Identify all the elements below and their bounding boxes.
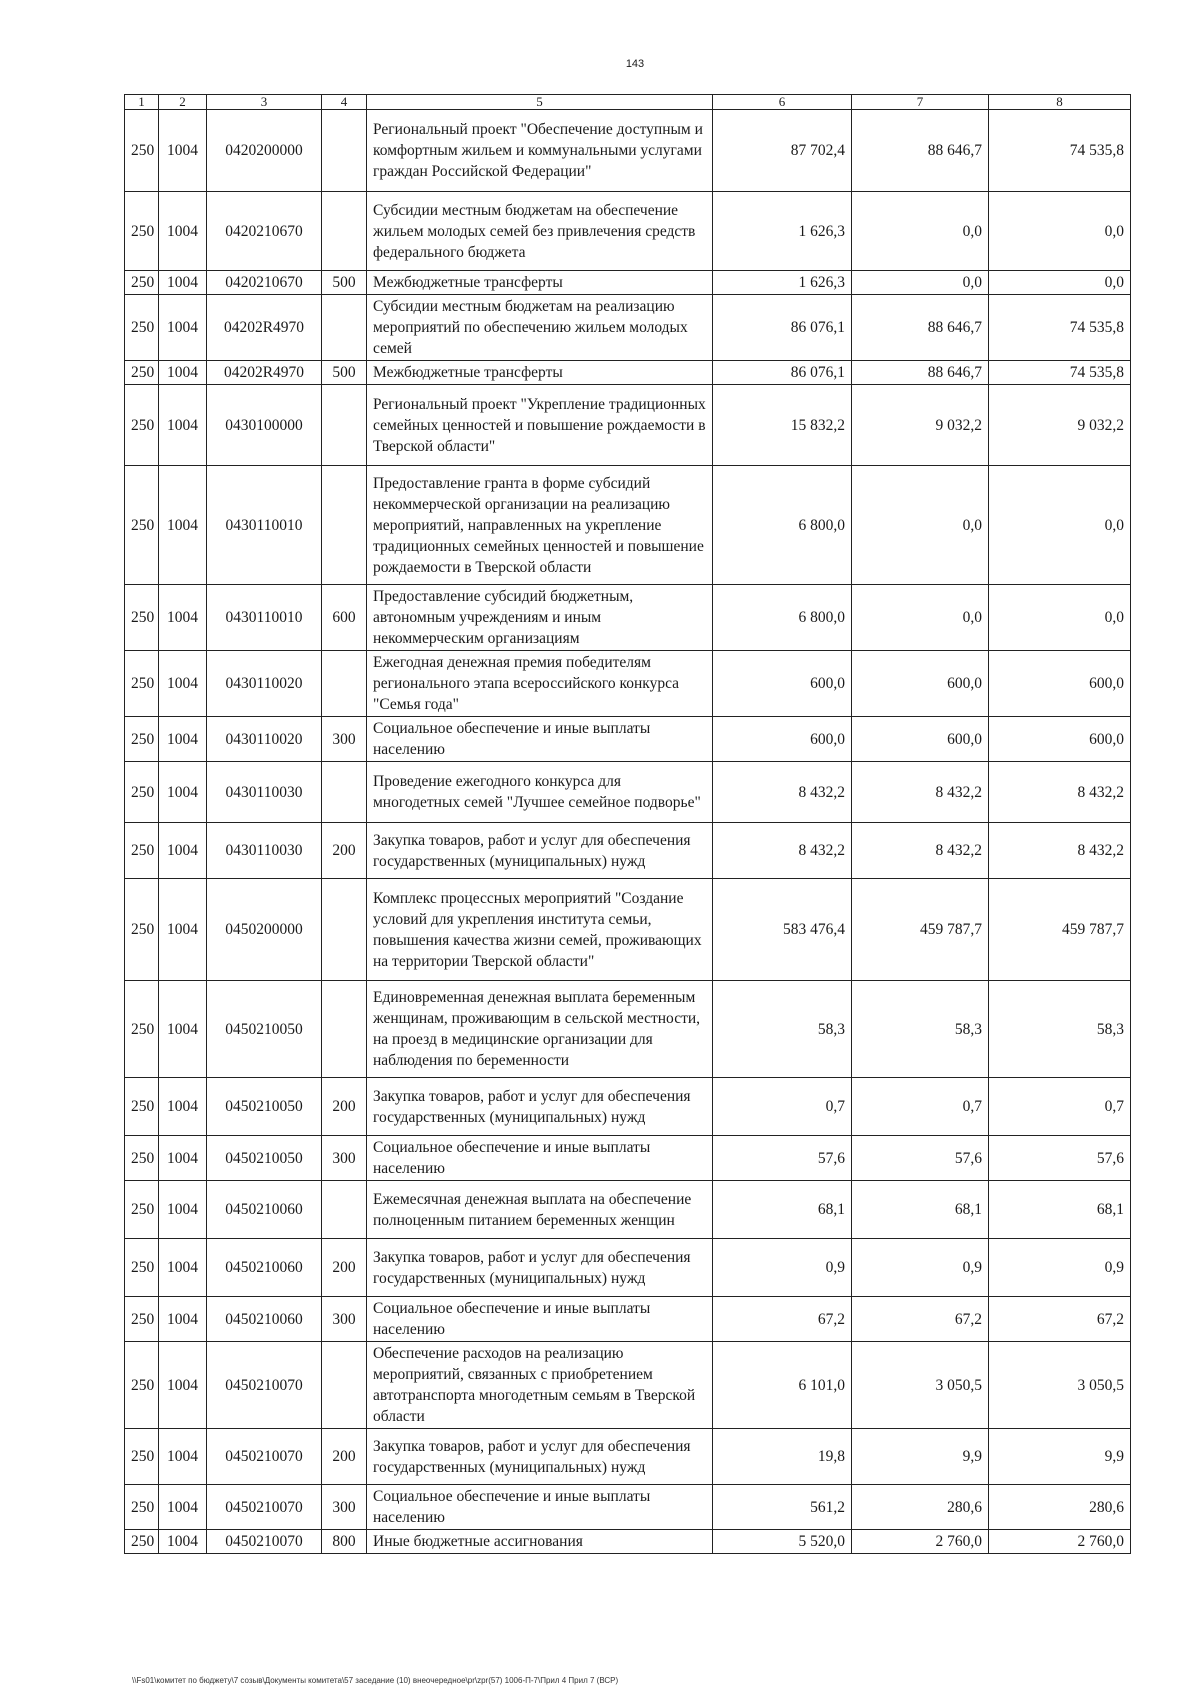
code-cell: 0450210070 xyxy=(207,1485,322,1530)
item-name-cell: Социальное обеспечение и иные выплаты населению xyxy=(367,717,713,762)
table-row xyxy=(125,361,1131,385)
amount-cell: 9 032,2 xyxy=(989,385,1131,466)
code-cell: 1004 xyxy=(159,762,207,823)
amount-cell: 561,2 xyxy=(713,1485,852,1530)
amount-cell: 8 432,2 xyxy=(852,762,989,823)
amount-cell: 2 760,0 xyxy=(989,1530,1131,1554)
item-name-cell: Региональный проект "Укрепление традиционных семейных ценностей и повышение рождаемости в Тверской области" xyxy=(367,385,713,466)
amount-cell: 0,0 xyxy=(852,271,989,295)
code-cell xyxy=(322,110,367,192)
item-name-cell: Субсидии местным бюджетам на реализацию мероприятий по обеспечению жильем молодых семей xyxy=(367,295,713,361)
amount-cell: 0,7 xyxy=(989,1078,1131,1136)
item-name-cell: Обеспечение расходов на реализацию мероприятий, связанных с приобретением автотранспорта многодетным семьям в Тверской области xyxy=(367,1342,713,1429)
header-cell: 5 xyxy=(367,95,713,110)
code-cell: 0450210070 xyxy=(207,1429,322,1485)
code-cell: 1004 xyxy=(159,1239,207,1297)
amount-cell: 86 076,1 xyxy=(713,295,852,361)
amount-cell: 1 626,3 xyxy=(713,192,852,271)
amount-cell: 58,3 xyxy=(852,981,989,1078)
code-cell: 250 xyxy=(125,295,159,361)
amount-cell: 0,0 xyxy=(852,192,989,271)
amount-cell: 280,6 xyxy=(852,1485,989,1530)
amount-cell: 58,3 xyxy=(713,981,852,1078)
code-cell: 0430100000 xyxy=(207,385,322,466)
code-cell: 500 xyxy=(322,271,367,295)
amount-cell: 2 760,0 xyxy=(852,1530,989,1554)
code-cell: 1004 xyxy=(159,1429,207,1485)
code-cell: 250 xyxy=(125,981,159,1078)
amount-cell: 6 101,0 xyxy=(713,1342,852,1429)
amount-cell: 6 800,0 xyxy=(713,585,852,651)
code-cell: 04202R4970 xyxy=(207,295,322,361)
table-row xyxy=(125,1181,1131,1239)
code-cell: 1004 xyxy=(159,1342,207,1429)
amount-cell: 0,0 xyxy=(852,466,989,585)
amount-cell: 600,0 xyxy=(713,651,852,717)
code-cell: 600 xyxy=(322,585,367,651)
header-row xyxy=(125,95,1131,110)
code-cell: 250 xyxy=(125,361,159,385)
amount-cell: 88 646,7 xyxy=(852,361,989,385)
code-cell: 1004 xyxy=(159,1530,207,1554)
code-cell: 0450210050 xyxy=(207,1136,322,1181)
code-cell: 1004 xyxy=(159,361,207,385)
code-cell xyxy=(322,762,367,823)
table-row xyxy=(125,295,1131,361)
code-cell: 1004 xyxy=(159,110,207,192)
code-cell: 200 xyxy=(322,1429,367,1485)
amount-cell: 19,8 xyxy=(713,1429,852,1485)
amount-cell: 88 646,7 xyxy=(852,295,989,361)
amount-cell: 67,2 xyxy=(852,1297,989,1342)
amount-cell: 459 787,7 xyxy=(989,879,1131,981)
amount-cell: 600,0 xyxy=(713,717,852,762)
amount-cell: 0,7 xyxy=(713,1078,852,1136)
item-name-cell: Межбюджетные трансферты xyxy=(367,271,713,295)
amount-cell: 583 476,4 xyxy=(713,879,852,981)
code-cell: 0450210070 xyxy=(207,1342,322,1429)
code-cell xyxy=(322,295,367,361)
code-cell: 250 xyxy=(125,1239,159,1297)
code-cell: 1004 xyxy=(159,879,207,981)
code-cell: 500 xyxy=(322,361,367,385)
code-cell: 250 xyxy=(125,717,159,762)
code-cell: 1004 xyxy=(159,717,207,762)
code-cell: 1004 xyxy=(159,1136,207,1181)
code-cell: 250 xyxy=(125,271,159,295)
amount-cell: 1 626,3 xyxy=(713,271,852,295)
code-cell: 250 xyxy=(125,1530,159,1554)
header-cell: 8 xyxy=(989,95,1131,110)
header-cell: 3 xyxy=(207,95,322,110)
code-cell: 0450210060 xyxy=(207,1297,322,1342)
code-cell: 1004 xyxy=(159,192,207,271)
code-cell: 0450210060 xyxy=(207,1181,322,1239)
code-cell: 1004 xyxy=(159,981,207,1078)
item-name-cell: Комплекс процессных мероприятий "Создание условий для укрепления института семьи, повышения качества жизни семей, проживающих на территории Тверской области" xyxy=(367,879,713,981)
code-cell: 1004 xyxy=(159,295,207,361)
code-cell: 250 xyxy=(125,879,159,981)
table-row xyxy=(125,585,1131,651)
code-cell xyxy=(322,879,367,981)
amount-cell: 68,1 xyxy=(713,1181,852,1239)
amount-cell: 8 432,2 xyxy=(713,823,852,879)
item-name-cell: Закупка товаров, работ и услуг для обеспечения государственных (муниципальных) нужд xyxy=(367,823,713,879)
code-cell: 0430110020 xyxy=(207,651,322,717)
code-cell: 0420210670 xyxy=(207,271,322,295)
header-cell: 2 xyxy=(159,95,207,110)
amount-cell: 9,9 xyxy=(852,1429,989,1485)
amount-cell: 15 832,2 xyxy=(713,385,852,466)
code-cell: 250 xyxy=(125,1078,159,1136)
code-cell: 1004 xyxy=(159,823,207,879)
code-cell: 250 xyxy=(125,1429,159,1485)
item-name-cell: Иные бюджетные ассигнования xyxy=(367,1530,713,1554)
code-cell: 250 xyxy=(125,466,159,585)
code-cell xyxy=(322,651,367,717)
code-cell: 1004 xyxy=(159,271,207,295)
amount-cell: 74 535,8 xyxy=(989,295,1131,361)
code-cell: 1004 xyxy=(159,1297,207,1342)
code-cell: 0450210050 xyxy=(207,981,322,1078)
code-cell: 0420200000 xyxy=(207,110,322,192)
code-cell: 200 xyxy=(322,823,367,879)
code-cell: 250 xyxy=(125,110,159,192)
amount-cell: 87 702,4 xyxy=(713,110,852,192)
item-name-cell: Предоставление гранта в форме субсидий некоммерческой организации на реализацию мероприятий, направленных на укрепление традиционных семейных ценностей и повышение рождаемости в Тверской области xyxy=(367,466,713,585)
code-cell: 250 xyxy=(125,1136,159,1181)
amount-cell: 57,6 xyxy=(852,1136,989,1181)
item-name-cell: Единовременная денежная выплата беременным женщинам, проживающим в сельской местности, на проезд в медицинские организации для наблюдения по беременности xyxy=(367,981,713,1078)
code-cell: 1004 xyxy=(159,1078,207,1136)
amount-cell: 57,6 xyxy=(713,1136,852,1181)
code-cell: 04202R4970 xyxy=(207,361,322,385)
item-name-cell: Социальное обеспечение и иные выплаты населению xyxy=(367,1297,713,1342)
table-row xyxy=(125,1429,1131,1485)
amount-cell: 600,0 xyxy=(852,717,989,762)
amount-cell: 600,0 xyxy=(852,651,989,717)
code-cell: 1004 xyxy=(159,1485,207,1530)
item-name-cell: Ежемесячная денежная выплата на обеспечение полноценным питанием беременных женщин xyxy=(367,1181,713,1239)
amount-cell: 600,0 xyxy=(989,717,1131,762)
code-cell: 0430110010 xyxy=(207,585,322,651)
item-name-cell: Социальное обеспечение и иные выплаты населению xyxy=(367,1485,713,1530)
code-cell: 0430110010 xyxy=(207,466,322,585)
code-cell: 1004 xyxy=(159,651,207,717)
code-cell: 200 xyxy=(322,1078,367,1136)
amount-cell: 0,0 xyxy=(989,271,1131,295)
page-number: 143 xyxy=(625,58,645,70)
amount-cell: 3 050,5 xyxy=(989,1342,1131,1429)
item-name-cell: Социальное обеспечение и иные выплаты населению xyxy=(367,1136,713,1181)
code-cell: 0430110030 xyxy=(207,823,322,879)
code-cell xyxy=(322,385,367,466)
item-name-cell: Субсидии местным бюджетам на обеспечение жильем молодых семей без привлечения средств федерального бюджета xyxy=(367,192,713,271)
code-cell xyxy=(322,1181,367,1239)
amount-cell: 5 520,0 xyxy=(713,1530,852,1554)
amount-cell: 86 076,1 xyxy=(713,361,852,385)
item-name-cell: Закупка товаров, работ и услуг для обеспечения государственных (муниципальных) нужд xyxy=(367,1239,713,1297)
table-row xyxy=(125,110,1131,192)
header-cell: 7 xyxy=(852,95,989,110)
amount-cell: 600,0 xyxy=(989,651,1131,717)
table-row xyxy=(125,1239,1131,1297)
code-cell: 0450210070 xyxy=(207,1530,322,1554)
amount-cell: 9 032,2 xyxy=(852,385,989,466)
table-row xyxy=(125,1078,1131,1136)
amount-cell: 8 432,2 xyxy=(989,823,1131,879)
code-cell: 250 xyxy=(125,385,159,466)
table-row xyxy=(125,651,1131,717)
amount-cell: 459 787,7 xyxy=(852,879,989,981)
amount-cell: 0,0 xyxy=(989,192,1131,271)
item-name-cell: Предоставление субсидий бюджетным, автономным учреждениям и иным некоммерческим организациям xyxy=(367,585,713,651)
code-cell: 1004 xyxy=(159,385,207,466)
code-cell: 1004 xyxy=(159,585,207,651)
table-row xyxy=(125,466,1131,585)
code-cell xyxy=(322,981,367,1078)
amount-cell: 88 646,7 xyxy=(852,110,989,192)
table-row xyxy=(125,385,1131,466)
code-cell: 250 xyxy=(125,1181,159,1239)
amount-cell: 8 432,2 xyxy=(852,823,989,879)
budget-table xyxy=(124,94,1131,1554)
table-row xyxy=(125,1297,1131,1342)
table-row xyxy=(125,1136,1131,1181)
code-cell: 250 xyxy=(125,1342,159,1429)
table-row xyxy=(125,762,1131,823)
amount-cell: 8 432,2 xyxy=(989,762,1131,823)
code-cell: 0430110030 xyxy=(207,762,322,823)
code-cell xyxy=(322,1342,367,1429)
table-row xyxy=(125,192,1131,271)
amount-cell: 0,9 xyxy=(852,1239,989,1297)
code-cell: 250 xyxy=(125,1485,159,1530)
code-cell xyxy=(322,466,367,585)
amount-cell: 0,0 xyxy=(989,585,1131,651)
item-name-cell: Ежегодная денежная премия победителям регионального этапа всероссийского конкурса "Семья года" xyxy=(367,651,713,717)
amount-cell: 67,2 xyxy=(989,1297,1131,1342)
table-row xyxy=(125,1342,1131,1429)
amount-cell: 0,7 xyxy=(852,1078,989,1136)
amount-cell: 3 050,5 xyxy=(852,1342,989,1429)
code-cell: 800 xyxy=(322,1530,367,1554)
table-row xyxy=(125,717,1131,762)
amount-cell: 67,2 xyxy=(713,1297,852,1342)
code-cell: 250 xyxy=(125,762,159,823)
item-name-cell: Проведение ежегодного конкурса для многодетных семей "Лучшее семейное подворье" xyxy=(367,762,713,823)
code-cell: 250 xyxy=(125,1297,159,1342)
amount-cell: 68,1 xyxy=(989,1181,1131,1239)
footer-file-path: \\Fs01\комитет по бюджету\7 созыв\Документы комитета\57 заседание (10) внеочередное\pr\zpr(57) 1006-П-7\Прил 4 Прил 7 (ВСР) xyxy=(132,1676,619,1685)
table-row xyxy=(125,271,1131,295)
amount-cell: 9,9 xyxy=(989,1429,1131,1485)
code-cell: 250 xyxy=(125,651,159,717)
amount-cell: 57,6 xyxy=(989,1136,1131,1181)
code-cell: 0450210050 xyxy=(207,1078,322,1136)
code-cell: 300 xyxy=(322,1297,367,1342)
amount-cell: 0,0 xyxy=(989,466,1131,585)
table-row xyxy=(125,823,1131,879)
code-cell: 1004 xyxy=(159,466,207,585)
amount-cell: 8 432,2 xyxy=(713,762,852,823)
item-name-cell: Межбюджетные трансферты xyxy=(367,361,713,385)
item-name-cell: Закупка товаров, работ и услуг для обеспечения государственных (муниципальных) нужд xyxy=(367,1429,713,1485)
table-row xyxy=(125,1485,1131,1530)
code-cell: 300 xyxy=(322,1485,367,1530)
amount-cell: 280,6 xyxy=(989,1485,1131,1530)
item-name-cell: Региональный проект "Обеспечение доступным и комфортным жильем и коммунальными услугами граждан Российской Федерации" xyxy=(367,110,713,192)
code-cell: 300 xyxy=(322,717,367,762)
item-name-cell: Закупка товаров, работ и услуг для обеспечения государственных (муниципальных) нужд xyxy=(367,1078,713,1136)
code-cell: 250 xyxy=(125,585,159,651)
amount-cell: 58,3 xyxy=(989,981,1131,1078)
code-cell: 0430110020 xyxy=(207,717,322,762)
amount-cell: 0,0 xyxy=(852,585,989,651)
header-cell: 1 xyxy=(125,95,159,110)
code-cell xyxy=(322,192,367,271)
table-row xyxy=(125,981,1131,1078)
table-row xyxy=(125,1530,1131,1554)
header-cell: 6 xyxy=(713,95,852,110)
code-cell: 0420210670 xyxy=(207,192,322,271)
code-cell: 300 xyxy=(322,1136,367,1181)
code-cell: 1004 xyxy=(159,1181,207,1239)
amount-cell: 68,1 xyxy=(852,1181,989,1239)
header-cell: 4 xyxy=(322,95,367,110)
code-cell: 200 xyxy=(322,1239,367,1297)
amount-cell: 6 800,0 xyxy=(713,466,852,585)
code-cell: 250 xyxy=(125,192,159,271)
code-cell: 250 xyxy=(125,823,159,879)
code-cell: 0450200000 xyxy=(207,879,322,981)
table-row xyxy=(125,879,1131,981)
code-cell: 0450210060 xyxy=(207,1239,322,1297)
amount-cell: 0,9 xyxy=(713,1239,852,1297)
amount-cell: 74 535,8 xyxy=(989,361,1131,385)
amount-cell: 0,9 xyxy=(989,1239,1131,1297)
amount-cell: 74 535,8 xyxy=(989,110,1131,192)
